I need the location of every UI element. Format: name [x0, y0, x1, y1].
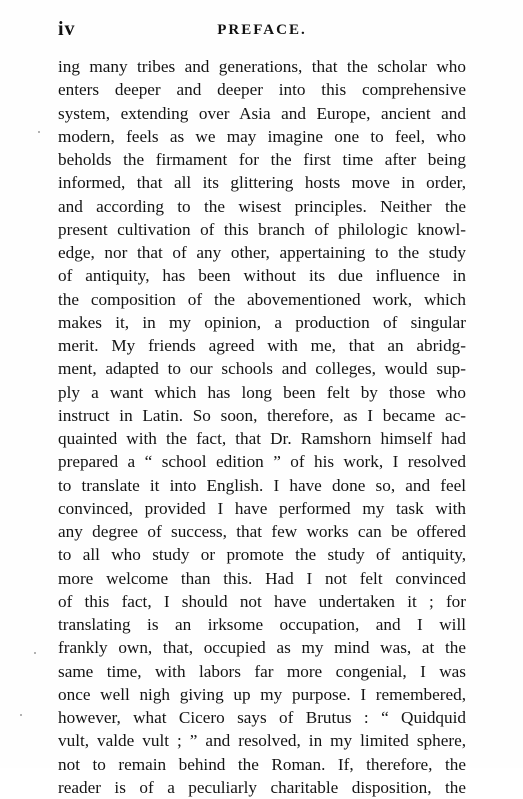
preface-body-text [58, 55, 466, 799]
text-line: instruct in Latin. So soon, therefore, as I became ac- [58, 405, 466, 425]
text-line: once well nigh giving up my purpose. I remembered, [58, 684, 466, 704]
text-line: of this fact, I should not have undertaken it ; for [58, 591, 466, 611]
paper-speck [20, 714, 22, 716]
text-line: ment, adapted to our schools and colleges, would sup- [58, 359, 466, 379]
text-line: vult, valde vult ; ” and resolved, in my limited sphere, [58, 731, 466, 751]
text-line: however, what Cicero says of Brutus : “ Quidquid [58, 708, 466, 727]
text-line: prepared a “ school edition ” of his work, I resolved [58, 452, 466, 472]
text-line: and according to the wisest principles. Neither the [58, 196, 466, 216]
text-line: any degree of success, that few works can be offered [58, 522, 466, 541]
text-line: ing many tribes and generations, that the scholar who [58, 57, 466, 76]
text-line: edge, nor that of any other, appertaining to the study [58, 243, 466, 262]
text-line: same time, with labors far more congenial, I was [58, 661, 466, 681]
text-line: makes it, in my opinion, a production of singular [58, 312, 466, 332]
text-line: informed, that all its glittering hosts move in order, [58, 173, 466, 193]
text-line: not to remain behind the Roman. If, therefore, the [58, 754, 466, 774]
text-line: present cultivation of this branch of philologic knowl- [58, 219, 466, 239]
text-line: more welcome than this. Had I not felt convinced [58, 568, 466, 588]
paper-speck [38, 131, 40, 133]
page-header [58, 18, 466, 42]
paper-speck [34, 652, 36, 654]
text-line: modern, feels as we may imagine one to feel, who [58, 126, 466, 146]
text-line: reader is of a peculiarly charitable disposition, the [58, 777, 466, 797]
text-line: enters deeper and deeper into this comprehensive [58, 80, 466, 100]
text-line: the composition of the abovementioned work, which [58, 289, 466, 309]
text-line: translating is an irksome occupation, and I will [58, 615, 466, 634]
text-line: quainted with the fact, that Dr. Ramshorn himself had [58, 429, 466, 448]
text-line: merit. My friends agreed with me, that an abridg- [58, 336, 466, 355]
text-line: convinced, provided I have performed my task with [58, 498, 466, 518]
text-line: system, extending over Asia and Europe, ancient and [58, 103, 466, 123]
text-line: to translate it into English. I have done so, and feel [58, 475, 466, 495]
text-line: beholds the firmament for the first time after being [58, 150, 466, 169]
page-number: iv [58, 18, 76, 40]
text-line: to all who study or promote the study of antiquity, [58, 545, 466, 565]
text-line: ply a want which has long been felt by those who [58, 382, 466, 402]
running-head: PREFACE. [217, 22, 307, 38]
text-line: frankly own, that, occupied as my mind was, at the [58, 638, 466, 658]
text-line: of antiquity, has been without its due influence in [58, 266, 466, 286]
